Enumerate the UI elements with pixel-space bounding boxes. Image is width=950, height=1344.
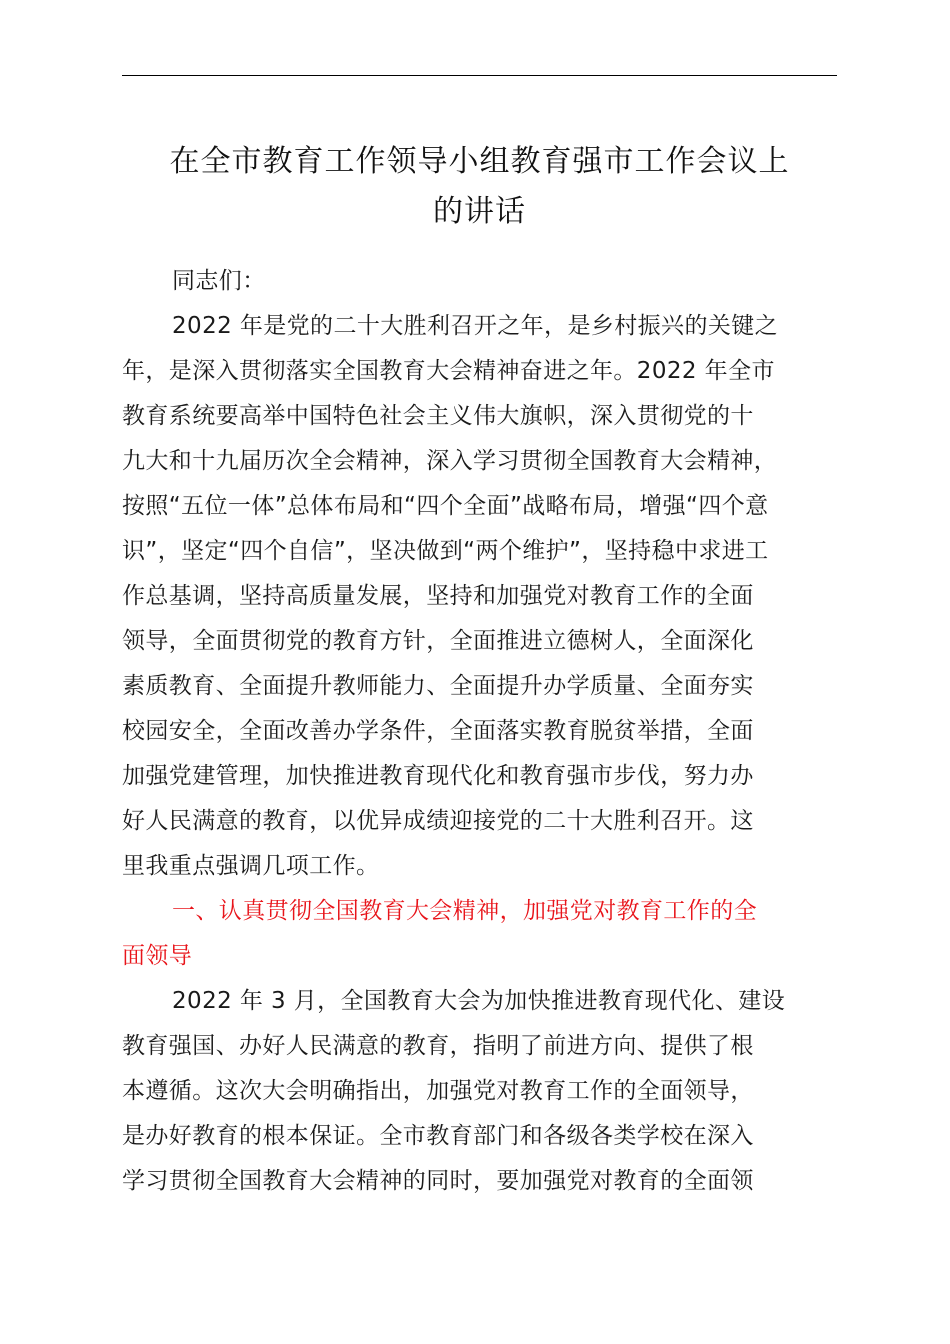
paragraph-line: 教育强国、办好人民满意的教育，指明了前进方向、提供了根 [122,1033,754,1059]
header-rule [122,75,837,76]
paragraph-line: 年，是深入贯彻落实全国教育大会精神奋进之年。2022 年全市 [122,358,775,384]
paragraph-line: 学习贯彻全国教育大会精神的同时，要加强党对教育的全面领 [122,1168,754,1194]
paragraph-line: 是办好教育的根本保证。全市教育部门和各级各类学校在深入 [122,1123,754,1149]
paragraph-line: 作总基调，坚持高质量发展，坚持和加强党对教育工作的全面 [122,583,754,609]
document-title [118,137,841,237]
paragraph-line: 加强党建管理，加快推进教育现代化和教育强市步伐，努力办 [122,763,754,789]
paragraph-line: 本遵循。这次大会明确指出，加强党对教育工作的全面领导， [122,1078,754,1104]
paragraph-line: 好人民满意的教育，以优异成绩迎接党的二十大胜利召开。这 [122,808,754,834]
section-heading-line: 一、认真贯彻全国教育大会精神，加强党对教育工作的全 [172,898,757,924]
paragraph-line: 2022 年 3 月，全国教育大会为加快推进教育现代化、建设 [172,988,786,1014]
title-line: 的讲话 [433,194,526,229]
document-body [122,259,842,1204]
title-line: 在全市教育工作领导小组教育强市工作会议上 [169,144,790,179]
paragraph-line: 2022 年是党的二十大胜利召开之年，是乡村振兴的关键之 [172,313,779,339]
paragraph-line: 校园安全，全面改善办学条件，全面落实教育脱贫举措，全面 [122,718,754,744]
section-heading-line: 面领导 [122,943,193,969]
paragraph-line: 教育系统要高举中国特色社会主义伟大旗帜，深入贯彻党的十 [122,403,754,429]
paragraph-line: 识”，坚定“四个自信”，坚决做到“两个维护”，坚持稳中求进工 [122,538,769,564]
paragraph-line: 九大和十九届历次全会精神，深入学习贯彻全国教育大会精神， [122,448,778,474]
paragraph-line: 里我重点强调几项工作。 [122,853,380,879]
paragraph-line: 同志们： [172,268,266,294]
paragraph-line: 素质教育、全面提升教师能力、全面提升办学质量、全面夯实 [122,673,754,699]
paragraph-line: 领导，全面贯彻党的教育方针，全面推进立德树人，全面深化 [122,628,754,654]
paragraph-line: 按照“五位一体”总体布局和“四个全面”战略布局，增强“四个意 [122,493,769,519]
